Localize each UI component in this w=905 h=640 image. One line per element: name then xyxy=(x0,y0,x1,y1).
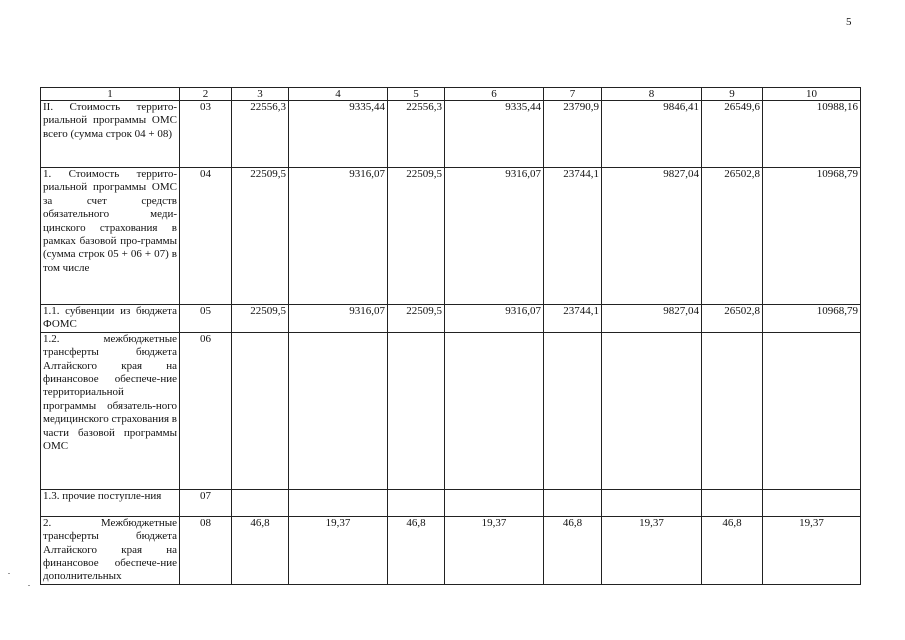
value-cell: 19,37 xyxy=(445,516,544,584)
column-header: 7 xyxy=(544,88,602,101)
value-cell xyxy=(232,332,289,489)
value-cell xyxy=(544,489,602,516)
table-row xyxy=(41,332,861,489)
value-cell xyxy=(544,332,602,489)
value-cell: 9846,41 xyxy=(602,101,702,168)
value-cell: 22556,3 xyxy=(232,101,289,168)
value-cell xyxy=(763,489,861,516)
value-cell: 46,8 xyxy=(544,516,602,584)
value-cell: 19,37 xyxy=(289,516,388,584)
row-name: 1.3. прочие поступле-ния xyxy=(41,489,180,516)
value-cell: 22509,5 xyxy=(232,305,289,333)
value-cell xyxy=(388,332,445,489)
value-cell xyxy=(702,332,763,489)
value-cell xyxy=(445,332,544,489)
table-row xyxy=(41,489,861,516)
value-cell: 22556,3 xyxy=(388,101,445,168)
column-header: 1 xyxy=(41,88,180,101)
header-row xyxy=(41,88,861,101)
column-header: 2 xyxy=(180,88,232,101)
column-header: 10 xyxy=(763,88,861,101)
value-cell: 46,8 xyxy=(702,516,763,584)
value-cell: 46,8 xyxy=(388,516,445,584)
value-cell: 9316,07 xyxy=(289,168,388,305)
value-cell xyxy=(289,489,388,516)
value-cell: 19,37 xyxy=(763,516,861,584)
value-cell: 46,8 xyxy=(232,516,289,584)
row-name: 1. Стоимость террито-риальной программы ОМС за счет средств обязательного меди-цинского страхования в рамках базовой про-граммы (сумма строк 05 + 06 + 07) в том числе xyxy=(41,168,180,305)
value-cell xyxy=(602,489,702,516)
value-cell: 9335,44 xyxy=(445,101,544,168)
row-code: 03 xyxy=(180,101,232,168)
budget-table xyxy=(40,87,861,585)
value-cell: 9316,07 xyxy=(445,305,544,333)
row-name: 2. Межбюджетные трансферты бюджета Алтайского края на финансовое обеспече-ние дополнительных xyxy=(41,516,180,584)
value-cell: 10968,79 xyxy=(763,305,861,333)
value-cell: 26549,6 xyxy=(702,101,763,168)
value-cell: 23744,1 xyxy=(544,168,602,305)
table-row xyxy=(41,168,861,305)
value-cell: 10968,79 xyxy=(763,168,861,305)
table-row xyxy=(41,101,861,168)
row-name: 1.2. межбюджетные трансферты бюджета Алтайского края на финансовое обеспече-ние территориальной программы обязатель-ного медицинского страхования в части базовой программы ОМС xyxy=(41,332,180,489)
scan-speck xyxy=(28,585,30,586)
value-cell: 26502,8 xyxy=(702,305,763,333)
row-code: 05 xyxy=(180,305,232,333)
value-cell: 9335,44 xyxy=(289,101,388,168)
value-cell xyxy=(289,332,388,489)
value-cell: 10988,16 xyxy=(763,101,861,168)
value-cell: 22509,5 xyxy=(388,305,445,333)
value-cell xyxy=(602,332,702,489)
value-cell: 19,37 xyxy=(602,516,702,584)
row-code: 04 xyxy=(180,168,232,305)
page-number: 5 xyxy=(846,16,852,28)
column-header: 4 xyxy=(289,88,388,101)
value-cell: 23744,1 xyxy=(544,305,602,333)
column-header: 9 xyxy=(702,88,763,101)
column-header: 5 xyxy=(388,88,445,101)
value-cell: 22509,5 xyxy=(388,168,445,305)
value-cell xyxy=(388,489,445,516)
row-code: 06 xyxy=(180,332,232,489)
row-code: 08 xyxy=(180,516,232,584)
column-header: 3 xyxy=(232,88,289,101)
value-cell xyxy=(232,489,289,516)
value-cell: 9316,07 xyxy=(445,168,544,305)
value-cell: 9316,07 xyxy=(289,305,388,333)
row-code: 07 xyxy=(180,489,232,516)
value-cell xyxy=(702,489,763,516)
column-header: 8 xyxy=(602,88,702,101)
column-header: 6 xyxy=(445,88,544,101)
table-row xyxy=(41,516,861,584)
value-cell: 23790,9 xyxy=(544,101,602,168)
value-cell: 26502,8 xyxy=(702,168,763,305)
value-cell: 9827,04 xyxy=(602,168,702,305)
row-name: II. Стоимость террито-риальной программы ОМС всего (сумма строк 04 + 08) xyxy=(41,101,180,168)
value-cell xyxy=(445,489,544,516)
row-name: 1.1. субвенции из бюджета ФОМС xyxy=(41,305,180,333)
value-cell: 9827,04 xyxy=(602,305,702,333)
value-cell xyxy=(763,332,861,489)
scan-speck xyxy=(8,573,10,574)
table-row xyxy=(41,305,861,333)
value-cell: 22509,5 xyxy=(232,168,289,305)
